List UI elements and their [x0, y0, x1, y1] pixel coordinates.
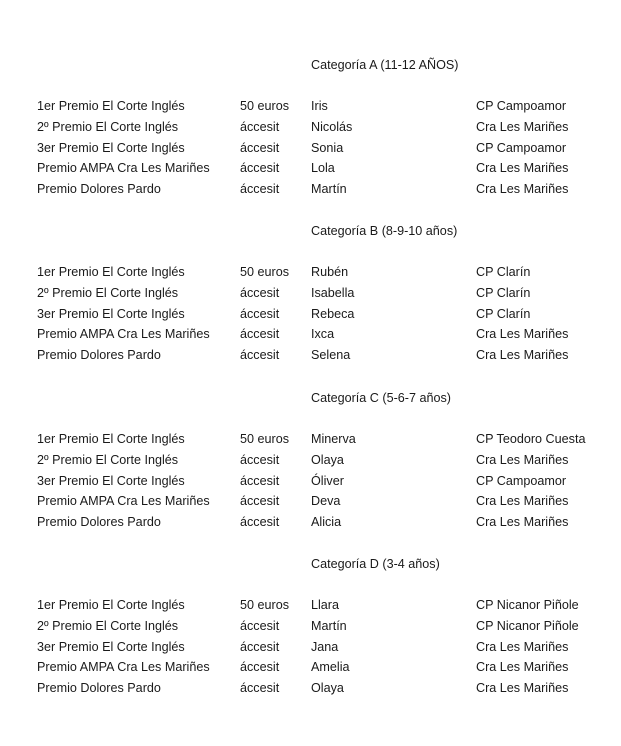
- prize-name: 2º Premio El Corte Inglés: [37, 119, 179, 134]
- prize-amount: áccesit: [240, 161, 280, 176]
- prize-name: 1er Premio El Corte Inglés: [37, 99, 185, 113]
- winner-name: Martín: [311, 182, 347, 197]
- prize-amount: áccesit: [240, 182, 280, 197]
- school-name: Cra Les Mariñes: [476, 515, 569, 530]
- school-name: Cra Les Mariñes: [476, 348, 569, 363]
- award-row: [0, 453, 621, 473]
- school-name: Cra Les Mariñes: [476, 452, 569, 467]
- winner-name: Alicia: [311, 515, 342, 530]
- winner-name: Sonia: [311, 140, 344, 155]
- school-name: CP Clarín: [476, 265, 531, 279]
- prize-name: 2º Premio El Corte Inglés: [37, 285, 179, 300]
- award-row: [0, 432, 621, 452]
- school-name: Cra Les Mariñes: [476, 327, 569, 342]
- school-name: Cra Les Mariñes: [476, 639, 569, 654]
- school-name: Cra Les Mariñes: [476, 681, 569, 696]
- school-name: CP Nicanor Piñole: [476, 618, 579, 633]
- prize-name: Premio AMPA Cra Les Mariñes: [37, 161, 210, 176]
- winner-name: Minerva: [311, 432, 356, 446]
- award-row: [0, 474, 621, 494]
- category-title: Categoría C (5-6-7 años): [311, 391, 451, 405]
- prize-amount: áccesit: [240, 285, 280, 300]
- winner-name: Iris: [311, 99, 328, 113]
- award-row: [0, 120, 621, 140]
- winner-name: Jana: [311, 639, 339, 654]
- award-row: [0, 348, 621, 368]
- prize-amount: áccesit: [240, 119, 280, 134]
- award-row: [0, 99, 621, 119]
- prize-name: 3er Premio El Corte Inglés: [37, 306, 185, 321]
- award-row: [0, 515, 621, 535]
- prize-name: Premio Dolores Pardo: [37, 182, 161, 197]
- winner-name: Isabella: [311, 285, 355, 300]
- winner-name: Óliver: [311, 473, 344, 488]
- school-name: CP Campoamor: [476, 473, 567, 488]
- award-row: [0, 640, 621, 660]
- prize-name: 1er Premio El Corte Inglés: [37, 265, 185, 279]
- prize-name: 1er Premio El Corte Inglés: [37, 432, 185, 446]
- award-row: [0, 619, 621, 639]
- winner-name: Olaya: [311, 452, 344, 467]
- winner-name: Olaya: [311, 681, 344, 696]
- school-name: CP Campoamor: [476, 99, 567, 113]
- prize-name: Premio Dolores Pardo: [37, 348, 161, 363]
- award-row: [0, 141, 621, 161]
- prize-amount: áccesit: [240, 452, 280, 467]
- category-title: Categoría A (11-12 AÑOS): [311, 58, 459, 72]
- winner-name: Martín: [311, 618, 347, 633]
- prize-name: 1er Premio El Corte Inglés: [37, 598, 185, 612]
- prize-amount: áccesit: [240, 494, 280, 509]
- award-row: [0, 265, 621, 285]
- prize-amount: 50 euros: [240, 99, 290, 113]
- school-name: CP Clarín: [476, 285, 531, 300]
- winner-name: Deva: [311, 494, 341, 509]
- prize-name: 3er Premio El Corte Inglés: [37, 639, 185, 654]
- prize-name: Premio AMPA Cra Les Mariñes: [37, 327, 210, 342]
- prize-name: Premio AMPA Cra Les Mariñes: [37, 660, 210, 675]
- winner-name: Ixca: [311, 327, 335, 342]
- prize-amount: áccesit: [240, 639, 280, 654]
- award-row: [0, 681, 621, 701]
- prize-amount: áccesit: [240, 348, 280, 363]
- category-title: Categoría B (8-9-10 años): [311, 224, 458, 238]
- prize-amount: 50 euros: [240, 432, 290, 446]
- school-name: Cra Les Mariñes: [476, 182, 569, 197]
- award-row: [0, 286, 621, 306]
- school-name: Cra Les Mariñes: [476, 660, 569, 675]
- prize-amount: 50 euros: [240, 598, 290, 612]
- prize-amount: 50 euros: [240, 265, 290, 279]
- prize-name: Premio Dolores Pardo: [37, 515, 161, 530]
- school-name: CP Nicanor Piñole: [476, 598, 579, 612]
- winner-name: Rebeca: [311, 306, 355, 321]
- school-name: Cra Les Mariñes: [476, 494, 569, 509]
- prize-amount: áccesit: [240, 515, 280, 530]
- prize-amount: áccesit: [240, 327, 280, 342]
- prize-name: 3er Premio El Corte Inglés: [37, 140, 185, 155]
- award-row: [0, 161, 621, 181]
- award-row: [0, 494, 621, 514]
- award-row: [0, 307, 621, 327]
- award-row: [0, 660, 621, 680]
- school-name: CP Clarín: [476, 306, 531, 321]
- school-name: CP Campoamor: [476, 140, 567, 155]
- prize-amount: áccesit: [240, 660, 280, 675]
- prize-amount: áccesit: [240, 140, 280, 155]
- prize-name: 2º Premio El Corte Inglés: [37, 452, 179, 467]
- school-name: CP Teodoro Cuesta: [476, 432, 586, 446]
- category-title: Categoría D (3-4 años): [311, 557, 440, 571]
- winner-name: Selena: [311, 348, 351, 363]
- award-row: [0, 327, 621, 347]
- award-row: [0, 598, 621, 618]
- prize-name: Premio AMPA Cra Les Mariñes: [37, 494, 210, 509]
- school-name: Cra Les Mariñes: [476, 161, 569, 176]
- prize-amount: áccesit: [240, 473, 280, 488]
- prize-amount: áccesit: [240, 306, 280, 321]
- winner-name: Lola: [311, 161, 335, 176]
- winner-name: Amelia: [311, 660, 350, 675]
- award-row: [0, 182, 621, 202]
- winner-name: Llara: [311, 598, 340, 612]
- prize-amount: áccesit: [240, 618, 280, 633]
- prize-amount: áccesit: [240, 681, 280, 696]
- prize-name: 3er Premio El Corte Inglés: [37, 473, 185, 488]
- school-name: Cra Les Mariñes: [476, 119, 569, 134]
- prize-name: 2º Premio El Corte Inglés: [37, 618, 179, 633]
- winner-name: Nicolás: [311, 119, 353, 134]
- winner-name: Rubén: [311, 265, 349, 279]
- prize-name: Premio Dolores Pardo: [37, 681, 161, 696]
